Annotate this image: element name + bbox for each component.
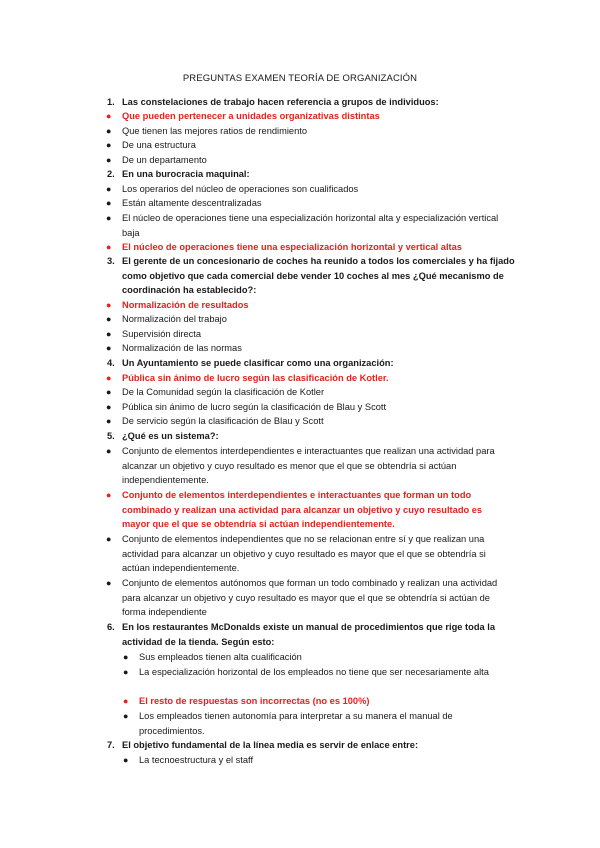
option (123, 753, 511, 768)
question-number: 3. (107, 256, 115, 266)
bullet-dot-icon: ● (106, 213, 112, 223)
option (106, 385, 512, 400)
question-text: En los restaurantes McDonalds existe un manual de procedimientos que rige toda la actividad de la tienda. Según esto: (122, 622, 496, 647)
option (123, 650, 511, 665)
bullet-dot-icon: ● (106, 155, 112, 165)
option-text: Pública sin ánimo de lucro según la clasificación de Blau y Scott (122, 402, 387, 412)
question-5 (107, 429, 527, 444)
question-text: ¿Qué es un sistema?: (122, 431, 219, 441)
bullet-dot-icon: ● (106, 387, 112, 397)
bullet-dot-icon: ● (123, 667, 129, 677)
option (106, 341, 512, 356)
option-correct (106, 371, 512, 386)
page-title: PREGUNTAS EXAMEN TEORÍA DE ORGANIZACIÓN (182, 73, 418, 84)
bullet-dot-icon: ● (106, 140, 112, 150)
question-text: El gerente de un concesionario de coches ha reunido a todos los comerciales y ha fijado como objetivo que cada comercial debe vender 10 coches al mes ¿Qué mecanismo de coordinación ha establecido?: (122, 256, 515, 295)
option-text: Que tienen las mejores ratios de rendimiento (122, 126, 308, 136)
bullet-dot-icon: ● (106, 534, 112, 544)
option-text: Los operarios del núcleo de operaciones son cualificados (122, 184, 359, 194)
question-number: 1. (107, 97, 115, 107)
question-number: 7. (107, 740, 115, 750)
option-text: El núcleo de operaciones tiene una especialización horizontal alta y especialización vertical baja (122, 213, 499, 238)
option (106, 576, 512, 620)
option-correct (106, 488, 512, 532)
option-text: Están altamente descentralizadas (122, 198, 262, 208)
option-text: Normalización de resultados (122, 300, 249, 310)
bullet-dot-icon: ● (106, 490, 112, 500)
option (106, 138, 512, 153)
bullet-dot-icon: ● (106, 329, 112, 339)
question-number: 6. (107, 622, 115, 632)
bullet-dot-icon: ● (106, 373, 112, 383)
option (106, 182, 512, 197)
question-number: 5. (107, 431, 115, 441)
option-text: El resto de respuestas son incorrectas (no es 100%) (139, 696, 370, 706)
question-6 (107, 620, 527, 649)
option (106, 414, 512, 429)
bullet-dot-icon: ● (123, 755, 129, 765)
bullet-dot-icon: ● (106, 578, 112, 588)
option (106, 124, 512, 139)
option-text: De la Comunidad según la clasificación de Kotler (122, 387, 325, 397)
question-1 (107, 95, 527, 110)
bullet-dot-icon: ● (123, 696, 129, 706)
option (106, 211, 512, 240)
option-text: Normalización de las normas (122, 343, 242, 353)
option-text: Que pueden pertenecer a unidades organizativas distintas (122, 111, 380, 121)
bullet-dot-icon: ● (106, 300, 112, 310)
question-number: 4. (107, 358, 115, 368)
option-text: Conjunto de elementos autónomos que forman un todo combinado y realizan una actividad para alcanzar un objetivo y cuyo resultado es mayor que el que se obtendría si actúan de forma independiente (122, 578, 498, 617)
question-3 (107, 254, 527, 298)
option-text: Los empleados tienen autonomía para interpretar a su manera el manual de procedimientos. (139, 711, 453, 736)
option (123, 709, 511, 738)
option (106, 444, 512, 488)
option-text: De servicio según la clasificación de Blau y Scott (122, 416, 324, 426)
option (106, 196, 512, 211)
question-2 (107, 167, 527, 182)
option-correct (106, 240, 512, 255)
option-text: La tecnoestructura y el staff (139, 755, 254, 765)
bullet-dot-icon: ● (106, 416, 112, 426)
option (106, 312, 512, 327)
option-text: El núcleo de operaciones tiene una especialización horizontal y vertical altas (122, 242, 462, 252)
option-text: Sus empleados tienen alta cualificación (139, 652, 302, 662)
question-4 (107, 356, 527, 371)
question-7 (107, 738, 527, 753)
bullet-dot-icon: ● (106, 184, 112, 194)
option-text: La especialización horizontal de los empleados no tiene que ser necesariamente alta (139, 667, 489, 677)
option (106, 153, 512, 168)
bullet-dot-icon: ● (106, 343, 112, 353)
option-text: Pública sin ánimo de lucro según las clasificación de Kotler. (122, 373, 389, 383)
bullet-dot-icon: ● (106, 446, 112, 456)
bullet-dot-icon: ● (106, 111, 112, 121)
option (123, 665, 511, 680)
option-text: Supervisión directa (122, 329, 202, 339)
option-text: Conjunto de elementos interdependientes e interactuantes que forman un todo combinado y realizan una actividad para alcanzar un objetivo y cuyo resultado es mayor que el que se obtendría si actúan independientemente. (122, 490, 483, 529)
option-text: De un departamento (122, 155, 207, 165)
question-number: 2. (107, 169, 115, 179)
question-text: En una burocracia maquinal: (122, 169, 250, 179)
option-text: Conjunto de elementos interdependientes e interactuantes que realizan una actividad para alcanzar un objetivo y cuyo resultado es menor que el que se obtendría si actúan independientemente. (122, 446, 495, 485)
bullet-dot-icon: ● (123, 711, 129, 721)
option (106, 400, 512, 415)
bullet-dot-icon: ● (106, 242, 112, 252)
option-text: Normalización del trabajo (122, 314, 227, 324)
question-text: Un Ayuntamiento se puede clasificar como una organización: (122, 358, 394, 368)
question-text: Las constelaciones de trabajo hacen referencia a grupos de individuos: (122, 97, 439, 107)
option (106, 327, 512, 342)
bullet-dot-icon: ● (106, 126, 112, 136)
option-text: Conjunto de elementos independientes que no se relacionan entre sí y que realizan una actividad para alcanzar un objetivo y cuyo resultado es mayor que el que se obtendría si actúan independientemente. (122, 534, 486, 573)
option-text: De una estructura (122, 140, 196, 150)
question-text: El objetivo fundamental de la línea media es servir de enlace entre: (122, 740, 419, 750)
option-correct (123, 694, 511, 709)
option-correct (106, 298, 512, 313)
bullet-dot-icon: ● (106, 402, 112, 412)
bullet-dot-icon: ● (106, 314, 112, 324)
option (106, 532, 512, 576)
bullet-dot-icon: ● (123, 652, 129, 662)
bullet-dot-icon: ● (106, 198, 112, 208)
option-correct (106, 109, 512, 124)
